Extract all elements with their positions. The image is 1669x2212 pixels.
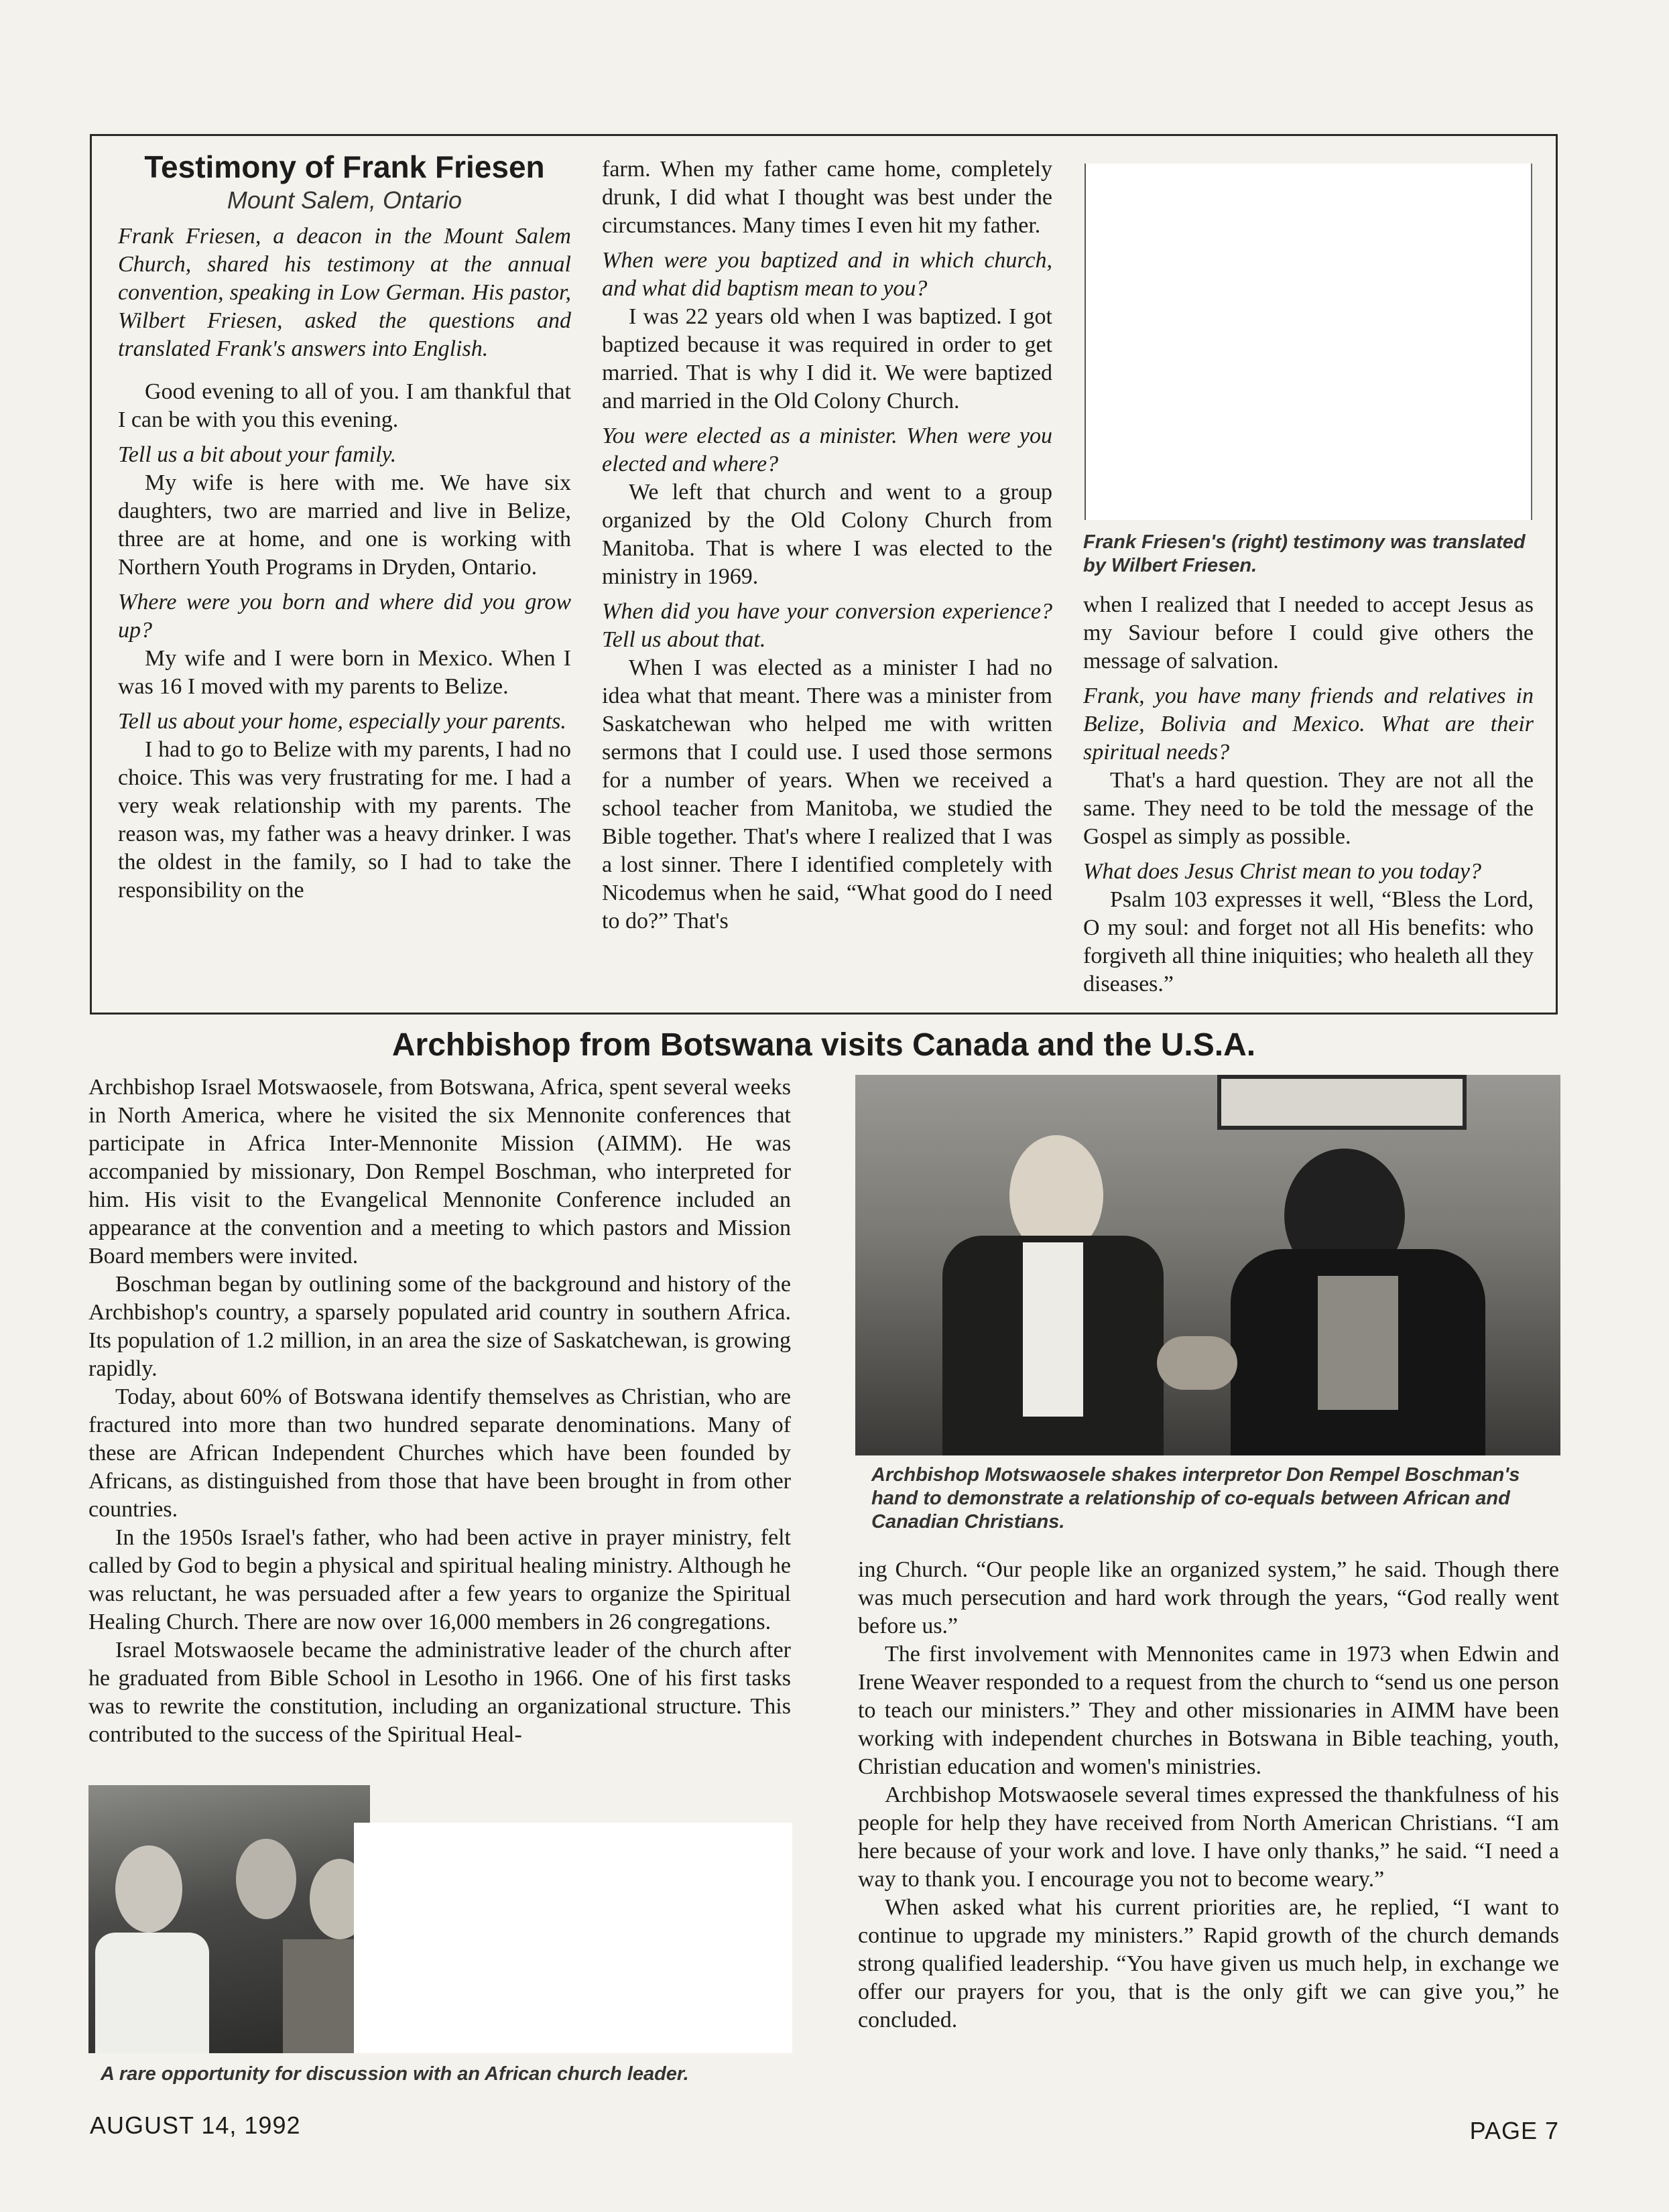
interview-answer: That's a hard question. They are not all the same. They need to be told the message of the Gospel as simply as possible. — [1083, 768, 1534, 849]
article-column-1 — [88, 1074, 791, 1749]
article-paragraph: Archbishop Motswaosele several times expressed the thankfulness of his people for help they have received from North American Christians. “I am here because of your work and love. I have only thanks,” he said. “I need a way to thank you. I encourage you not to become weary.” — [858, 1782, 1559, 1892]
handshake-photo — [855, 1075, 1560, 1455]
testimony-intro: Frank Friesen, a deacon in the Mount Salem Church, shared his testimony at the annual convention, speaking in Low German. His pastor, Wilbert Friesen, asked the questions and translated Frank's answers into English. — [118, 224, 571, 361]
article-paragraph: When asked what his current priorities are, he replied, “I want to continue to upgrade my ministers.” Rapid growth of the church demands strong qualified leadership. “You have given us much help, in exchange we offer our prayers for you, that is the only gift we can give you,” he concluded. — [858, 1895, 1559, 2032]
person-silhouette — [1318, 1276, 1398, 1410]
interview-question: When did you have your conversion experience? Tell us about that. — [602, 599, 1052, 652]
interview-question: Tell us a bit about your family. — [118, 442, 397, 467]
wall-picture-frame — [1217, 1075, 1467, 1130]
article-paragraph: Israel Motswaosele became the administrative leader of the church after he graduated from Bible School in Lesotho in 1966. One of his first tasks was to rewrite the constitution, including an organizational structure. This contributed to the success of the Spiritual Heal- — [88, 1638, 791, 1747]
person-silhouette — [115, 1845, 182, 1933]
discussion-photo-blank — [354, 1823, 792, 2053]
testimony-paragraph: Good evening to all of you. I am thankful that I can be with you this evening. — [118, 379, 571, 432]
interview-answer: We left that church and went to a group organized by the Old Colony Church from Manitoba. That is where I was elected to the ministry in 1969. — [602, 480, 1052, 589]
interview-question: When were you baptized and in which church, and what did baptism mean to you? — [602, 248, 1052, 301]
footer-date: AUGUST 14, 1992 — [90, 2111, 301, 2139]
article-paragraph: Boschman began by outlining some of the background and history of the Archbishop's country, a sparsely populated arid country in southern Africa. Its population of 1.2 million, in an area the size of Saskatchewan, is growing rapidly. — [88, 1272, 791, 1381]
person-silhouette — [236, 1839, 296, 1919]
testimony-title: Testimony of Frank Friesen — [144, 149, 545, 184]
article-paragraph: The first involvement with Mennonites came in 1973 when Edwin and Irene Weaver responded to a request from the church to “send us one person to teach our ministers.” They and other missionaries in AIMM have been working with independent churches in Botswana in Bible teaching, youth, Christian education and women's ministries. — [858, 1642, 1559, 1779]
article-column-2 — [858, 1556, 1559, 2034]
testimony-column-2 — [602, 155, 1052, 935]
testimony-column-1 — [118, 149, 571, 905]
person-silhouette — [1157, 1336, 1237, 1390]
article-paragraph: In the 1950s Israel's father, who had been active in prayer ministry, felt called by God to begin a physical and spiritual healing ministry. Although he was reluctant, he was persuaded after a few years to organize the Spiritual Healing Church. There are now over 16,000 members in 26 congregations. — [88, 1525, 791, 1634]
person-silhouette — [1023, 1242, 1083, 1417]
interview-answer-continued: farm. When my father came home, completely drunk, I did what I thought was best under the circumstances. Many times I even hit my father. — [602, 157, 1052, 238]
interview-answer: My wife is here with me. We have six daughters, two are married and live in Belize, three are at home, and one is working with Northern Youth Programs in Dryden, Ontario. — [118, 470, 571, 580]
interview-question: Where were you born and where did you grow up? — [118, 590, 571, 643]
person-silhouette — [95, 1933, 209, 2053]
interview-answer: Psalm 103 expresses it well, “Bless the Lord, O my soul: and forget not all His benefits: who forgiveth all thine iniquities; who healeth all they diseases.” — [1083, 887, 1534, 996]
interview-answer: I was 22 years old when I was baptized. I got baptized because it was required in order to get married. That is why I did it. We were baptized and married in the Old Colony Church. — [602, 304, 1052, 413]
interview-question: You were elected as a minister. When were you elected and where? — [602, 424, 1052, 476]
interview-answer: I had to go to Belize with my parents, I had no choice. This was very frustrating for me. I had a very weak relationship with my parents. The reason was, my father was a heavy drinker. I was the oldest in the family, so I had to take the responsibility on the — [118, 737, 571, 903]
archbishop-headline: Archbishop from Botswana visits Canada and the U.S.A. — [391, 1027, 1256, 1063]
handshake-photo-caption: Archbishop Motswaosele shakes interpretor Don Rempel Boschman's hand to demonstrate a relationship of co-equals between African and Canadian Christians. — [871, 1464, 1520, 1533]
testimony-column-3 — [1083, 591, 1534, 998]
interview-question: Frank, you have many friends and relatives in Belize, Bolivia and Mexico. What are their spiritual needs? — [1083, 684, 1534, 765]
discussion-photo-caption: A rare opportunity for discussion with an African church leader. — [101, 2063, 689, 2085]
article-paragraph: Archbishop Israel Motswaosele, from Botswana, Africa, spent several weeks in North America, where he visited the six Mennonite conferences that participate in Africa Inter-Mennonite Mission (AIMM). He was accompanied by missionary, Don Rempel Boschman, who interpreted for him. His visit to the Evangelical Mennonite Conference included an appearance at the convention and a meeting to which pastors and Mission Board members were invited. — [88, 1075, 791, 1268]
interview-question: Tell us about your home, especially your parents. — [118, 709, 566, 734]
article-paragraph: ing Church. “Our people like an organized system,” he said. Though there was much persecution and hard work through the years, “God really went before us.” — [858, 1557, 1559, 1638]
discussion-photo-image — [88, 1785, 370, 2053]
discussion-photo — [88, 1785, 792, 2053]
testimony-photo-caption: Frank Friesen's (right) testimony was translated by Wilbert Friesen. — [1083, 531, 1526, 576]
interview-question: What does Jesus Christ mean to you today? — [1083, 859, 1481, 884]
testimony-location: Mount Salem, Ontario — [227, 186, 462, 214]
interview-answer: When I was elected as a minister I had no idea what that meant. There was a minister from Saskatchewan who helped me with written sermons that I could use. I used those sermons for a number of years. When we received a school teacher from Manitoba, we studied the Bible together. That's where I realized that I was a lost sinner. There I identified completely with Nicodemus when he said, “What good do I need to do?” That's — [602, 655, 1052, 933]
interview-answer: My wife and I were born in Mexico. When I was 16 I moved with my parents to Belize. — [118, 646, 571, 699]
testimony-photo — [1085, 164, 1532, 520]
article-paragraph: Today, about 60% of Botswana identify themselves as Christian, who are fractured into more than two hundred separate denominations. Many of these are African Independent Churches which have been founded by Africans, as distinguished from those that have been brought in from other countries. — [88, 1384, 791, 1522]
interview-answer-continued: when I realized that I needed to accept Jesus as my Saviour before I could give others the message of salvation. — [1083, 592, 1534, 673]
footer-page-number: PAGE 7 — [1469, 2117, 1559, 2144]
